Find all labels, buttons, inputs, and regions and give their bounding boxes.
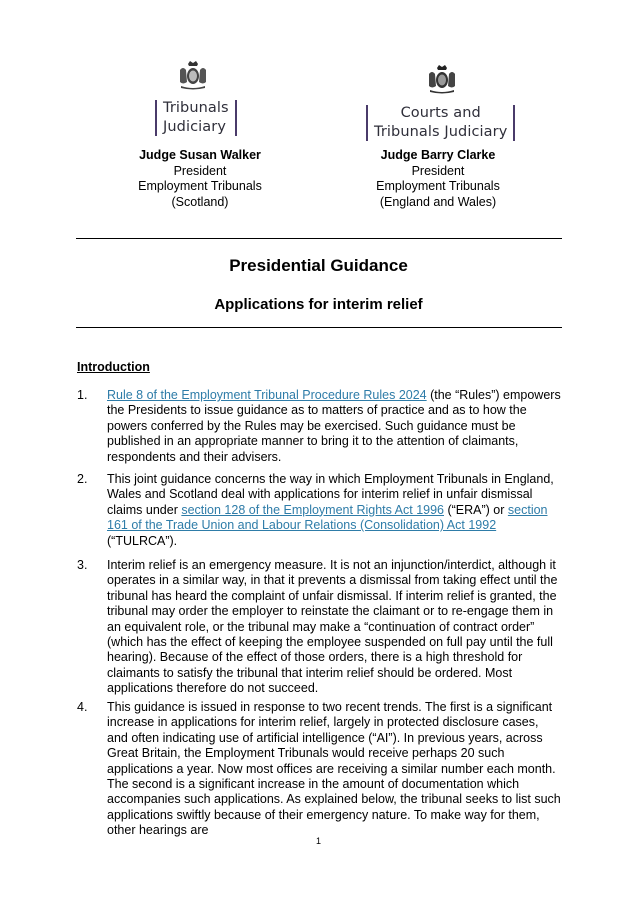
paragraph-number: 1. <box>77 388 88 402</box>
judge-name: Judge Susan Walker <box>139 148 261 162</box>
logo-left-line1: Tribunals <box>163 100 229 116</box>
paragraph-number: 2. <box>77 472 88 486</box>
paragraph-text: This guidance is issued in response to two recent trends. The first is a significant increase in applications for interim relief, largely in protected disclosure cases, and often indicating use of artificial intelligence (“AI”). In previous years, across Great Britain, the Employment Tribunals would receive perhaps 20 such applications a year. Now most offices are receiving a similar number each month. The second is a significant increase in the amount of documentation which accompanies such applications. As explained below, the tribunal seeks to list such applications swiftly because of their emergency nature. To make way for them, other hearings are <box>107 700 561 838</box>
section-heading: Introduction <box>77 360 150 374</box>
tribunals-judiciary-logo <box>155 99 237 137</box>
royal-crest-right-icon <box>425 64 459 94</box>
logo-right-line2: Tribunals Judiciary <box>374 124 508 140</box>
judge-role: President <box>411 163 465 178</box>
judge-region: (Scotland) <box>171 194 229 209</box>
paragraph-2 <box>77 472 562 549</box>
tulrca-section-161-link[interactable]: section 161 of the Trade Union and Labour Relations (Consolidation) Act 1992 <box>107 502 548 533</box>
judge-body: Employment Tribunals <box>376 179 500 193</box>
paragraph-4 <box>77 700 562 839</box>
judge-role: President <box>173 163 227 178</box>
royal-crest-left-icon <box>176 60 210 90</box>
paragraph-text: (“ERA”) or <box>444 502 508 517</box>
paragraph-3 <box>77 558 562 697</box>
era-section-128-link[interactable]: section 128 of the Employment Rights Act 1996 <box>181 502 444 517</box>
logo-right-line1: Courts and <box>400 105 481 121</box>
paragraph-text: Interim relief is an emergency measure. It is not an injunction/interdict, although it operates in a similar way, in that it prevents a dismissal from taking effect until the tribunal has heard the complaint of unfair dismissal. If interim relief is granted, the tribunal may order the employer to reinstate the claimant or to re-engage them in an equivalent role, or the tribunal may make a “continuation of contract order” (which has the effect of keeping the employee suspended on full pay until the full hearing). Because of the effect of those orders, there is a high threshold for claimants to satisfy the tribunal that interim relief should be ordered. Most applications therefore do not succeed. <box>107 558 558 696</box>
paragraph-number: 4. <box>77 700 88 714</box>
rule-8-link[interactable]: Rule 8 of the Employment Tribunal Procedure Rules 2024 <box>107 388 427 402</box>
judge-block-scotland <box>110 148 290 210</box>
judge-block-england-wales <box>348 148 528 210</box>
paragraph-text: (“TULRCA”). <box>107 533 178 548</box>
page-title: Presidential Guidance <box>229 256 408 275</box>
judge-region: (England and Wales) <box>379 194 497 209</box>
divider-top <box>76 238 562 239</box>
page-number: 1 <box>315 836 321 846</box>
courts-tribunals-judiciary-logo <box>366 104 515 142</box>
judge-name: Judge Barry Clarke <box>380 148 496 162</box>
judge-body: Employment Tribunals <box>138 179 262 193</box>
paragraph-text: (the “Rules”) empowers the Presidents to issue guidance as to matters of practice and as to how the powers conferred by the Rules may be exercised. Such guidance must be published in an appropriate manner to bring it to the attention of claimants, respondents and their advisers. <box>107 388 561 464</box>
page-subtitle: Applications for interim relief <box>214 296 423 313</box>
paragraph-1 <box>77 388 562 465</box>
paragraph-number: 3. <box>77 558 88 572</box>
paragraph-text: This joint guidance concerns the way in which Employment Tribunals in England, Wales and Scotland deal with applications for interim relief in unfair dismissal claims under <box>107 472 554 517</box>
logo-left-line2: Judiciary <box>163 119 227 135</box>
divider-bottom <box>76 327 562 328</box>
